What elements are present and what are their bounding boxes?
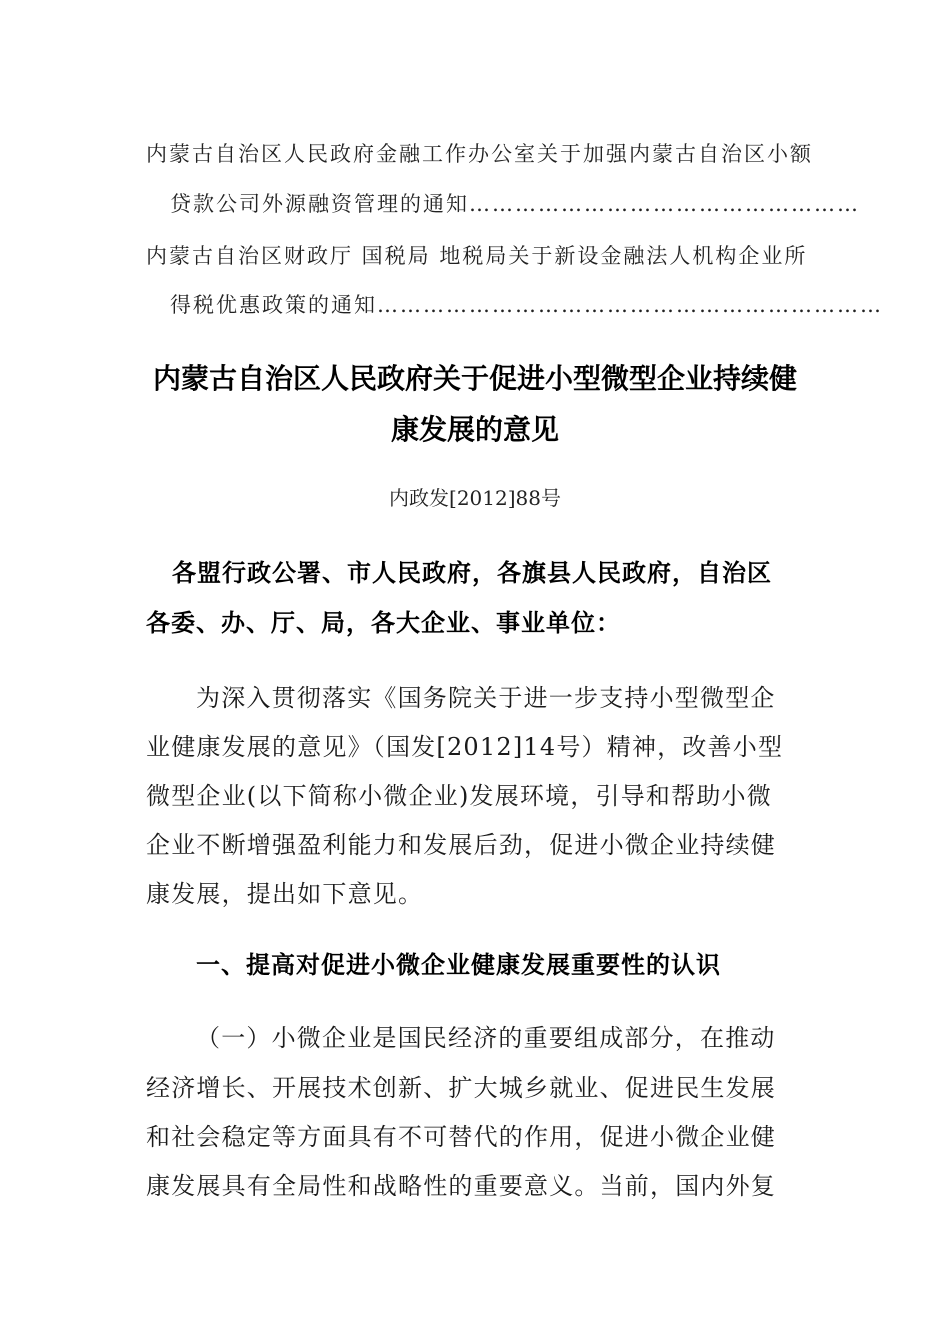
toc-entry-2-line-2: 得税优惠政策的通知………………………………………………………… — [170, 293, 883, 317]
toc-entry-1-line-1: 内蒙古自治区人民政府金融工作办公室关于加强内蒙古自治区小额 — [146, 142, 813, 166]
document-title-line-1: 内蒙古自治区人民政府关于促进小型微型企业持续健 — [152, 362, 797, 395]
section-1-paragraph-line-4: 康发展具有全局性和战略性的重要意义。当前，国内外复 — [146, 1172, 776, 1200]
intro-paragraph-line-5: 康发展，提出如下意见。 — [146, 880, 424, 908]
document-number: 内政发[2012]88号 — [389, 486, 561, 510]
document-title-line-2: 康发展的意见 — [390, 413, 559, 446]
section-1-heading: 一、提高对促进小微企业健康发展重要性的认识 — [196, 951, 721, 979]
section-1-paragraph-line-1: （一）小微企业是国民经济的重要组成部分，在推动 — [196, 1024, 776, 1052]
addressee-line-2: 各委、办、厅、局，各大企业、事业单位： — [146, 609, 621, 637]
section-1-paragraph-line-2: 经济增长、开展技术创新、扩大城乡就业、促进民生发展 — [146, 1074, 776, 1102]
toc-entry-1-line-2: 贷款公司外源融资管理的通知…………………………………………… — [170, 192, 860, 216]
section-1-paragraph-line-3: 和社会稳定等方面具有不可替代的作用，促进小微企业健 — [146, 1123, 776, 1151]
intro-paragraph-line-2: 业健康发展的意见》（国发[2012]14号）精神，改善小型 — [146, 733, 784, 761]
intro-paragraph-line-4: 企业不断增强盈利能力和发展后劲，促进小微企业持续健 — [146, 831, 776, 859]
toc-entry-2-line-1: 内蒙古自治区财政厅 国税局 地税局关于新设金融法人机构企业所 — [146, 244, 808, 268]
addressee-line-1: 各盟行政公署、市人民政府，各旗县人民政府，自治区 — [172, 559, 772, 587]
intro-paragraph-line-3: 微型企业(以下简称小微企业)发展环境，引导和帮助小微 — [146, 782, 772, 810]
intro-paragraph-line-1: 为深入贯彻落实《国务院关于进一步支持小型微型企 — [196, 684, 776, 712]
